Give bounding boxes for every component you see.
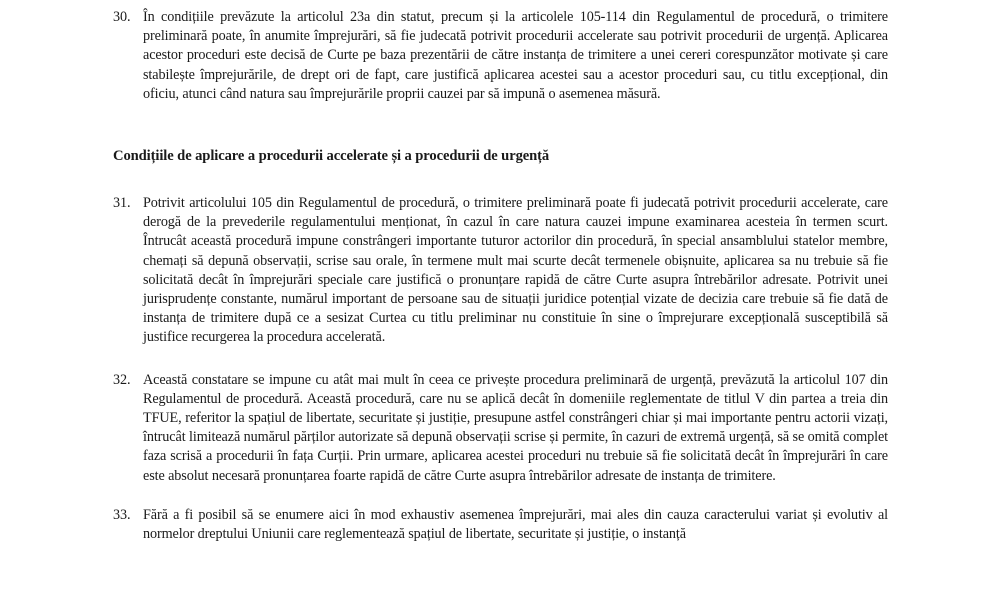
paragraph-number: 30.: [113, 9, 131, 25]
paragraph-text: Potrivit articolului 105 din Regulamentul de procedură, o trimitere preliminară poate fi judecată potrivit procedurii accelerate, care derogă de la prevederile regulamentului menționat, în cazul în care natura cauzei impune examinarea acesteia în termen scurt. Întrucât această procedură impune constrângeri importante tuturor actorilor din procedură, în special ansamblului statelor membre, chemați să depună observații, scrise sau orale, în termene mult mai scurte decât termenele obișnuite, aplicarea sa nu trebuie să fie solicitată decât în împrejurări speciale care justifică o pronunțare rapidă de către Curte asupra întrebărilor adresate. Potrivit unei jurisprudențe constante, numărul important de persoane sau de situații juridice potențial vizate de decizia care trebuie să fie dată de instanța de trimitere după ce a sesizat Curtea cu titlu preliminar nu constituie în sine o împrejurare excepțională susceptibilă să justifice recurgerea la procedura accelerată.: [143, 195, 888, 346]
paragraph-33: [113, 506, 888, 544]
paragraph-31: [113, 194, 888, 348]
section-heading: Condițiile de aplicare a procedurii accelerate și a procedurii de urgență: [113, 148, 550, 165]
paragraph-number: 31.: [113, 195, 131, 212]
paragraph-number: 33.: [113, 506, 131, 523]
paragraph-text: Fără a fi posibil să se enumere aici în mod exhaustiv asemenea împrejurări, mai ales din cauza caracterului variat și evolutiv al normelor dreptului Uniunii care reglementează spațiul de libertate, securitate și justiție, o instanță: [143, 506, 888, 543]
paragraph-text: Această constatare se impune cu atât mai mult în ceea ce privește procedura preliminară de urgență, prevăzută la articolul 107 din Regulamentul de procedură. Această procedură, care nu se aplică decât în domeniile reglementate de titlul V din partea a treia din TFUE, referitor la spațiul de libertate, securitate și justiție, presupune astfel constrângeri chiar și mai importante pentru actorii vizați, întrucât limitează numărul părților autorizate să depună observații scrise și permite, în cazuri de extremă urgență, să se omită complet faza scrisă a procedurii în fața Curții. Prin urmare, aplicarea acestei proceduri nu trebuie să fie solicitată decât în împrejurări în care este absolut necesară pronunțarea foarte rapidă de către Curte asupra întrebărilor adresate de instanța de trimitere.: [143, 371, 888, 484]
paragraph-text: În condițiile prevăzute la articolul 23a din statut, precum și la articolele 105-114 din Regulamentul de procedură, o trimitere preliminară poate, în anumite împrejurări, să fie judecată potrivit procedurii accelerate sau potrivit procedurii de urgență. Aplicarea acestor proceduri este decisă de Curte pe baza prezentării de către instanța de trimitere a unei cereri corespunzător motivate și care stabilește împrejurările, de drept ori de fapt, care justifică aplicarea acestei sau a acestor proceduri sau, cu titlu excepțional, din oficiu, atunci când natura sau împrejurările proprii cauzei par să impună o asemenea măsură.: [143, 9, 888, 102]
paragraph-number: 32.: [113, 371, 131, 388]
paragraph-30: [113, 8, 888, 104]
paragraph-32: [113, 371, 888, 486]
